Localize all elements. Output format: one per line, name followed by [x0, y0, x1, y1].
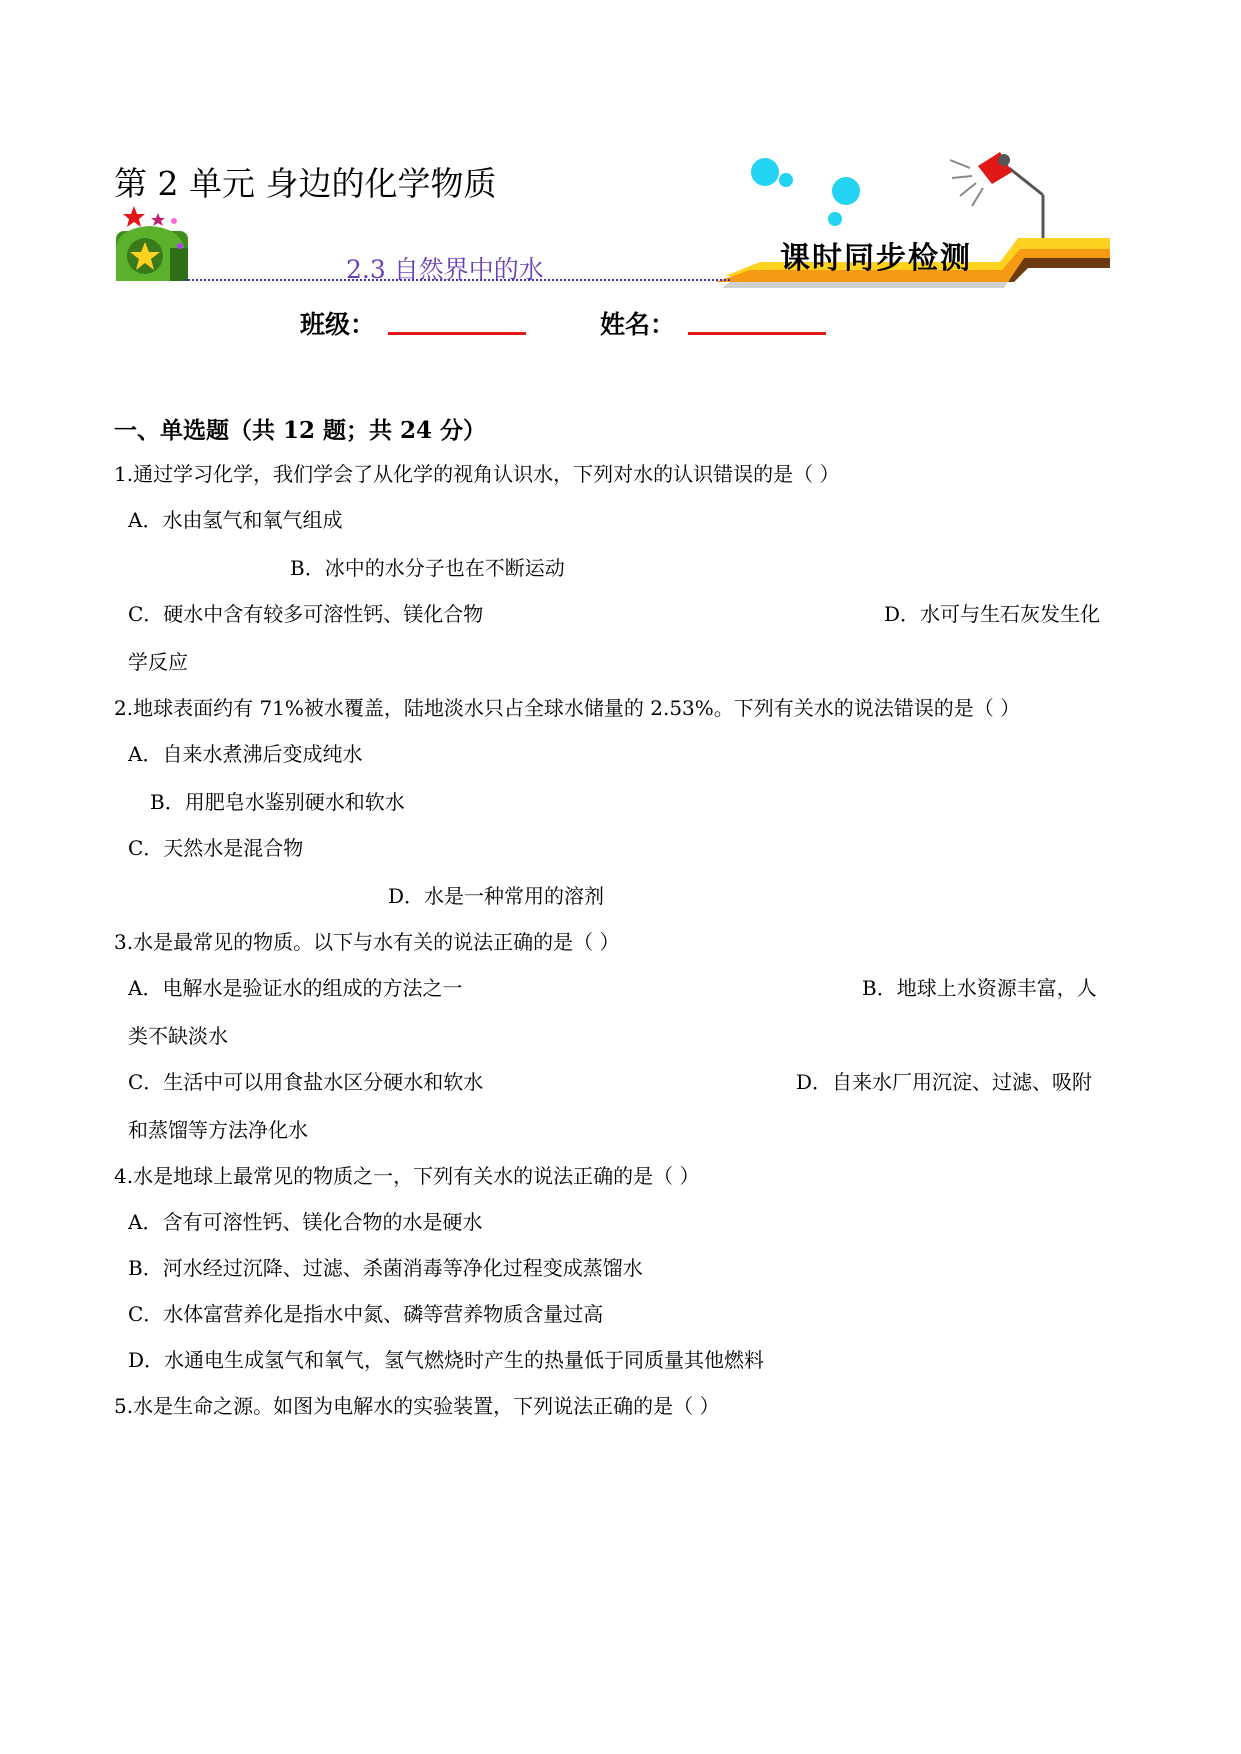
desk-lamp-icon — [950, 152, 1043, 238]
option-c: C．生活中可以用食盐水区分硬水和软水 — [128, 1070, 484, 1094]
class-blank-line — [388, 332, 526, 335]
option-d-continued: 和蒸馏等方法净化水 — [128, 1118, 308, 1142]
question-stem: 2.地球表面约有 71%被水覆盖，陆地淡水只占全球水储量的 2.53%。下列有关水的说法错误的是（ ） — [114, 696, 1021, 720]
option-d-continued: 学反应 — [128, 650, 188, 674]
name-blank-line — [688, 332, 826, 335]
option-b: B．冰中的水分子也在不断运动 — [290, 556, 565, 580]
option-d: D．水是一种常用的溶剂 — [388, 884, 605, 908]
option-b: B．河水经过沉降、过滤、杀菌消毒等净化过程变成蒸馏水 — [128, 1256, 643, 1280]
option-a: A．含有可溶性钙、镁化合物的水是硬水 — [128, 1210, 483, 1234]
star-badge-icon — [116, 206, 188, 281]
section-heading: 一、单选题（共 12 题；共 24 分） — [114, 417, 487, 444]
header-divider — [185, 279, 730, 281]
option-a: A．水由氢气和氧气组成 — [128, 508, 343, 532]
option-d: D．水通电生成氢气和氧气，氢气燃烧时产生的热量低于同质量其他燃料 — [128, 1348, 765, 1372]
question-stem: 3.水是最常见的物质。以下与水有关的说法正确的是（ ） — [114, 930, 620, 954]
lesson-title: 2.3 自然界中的水 — [346, 255, 544, 284]
option-b-continued: 类不缺淡水 — [128, 1024, 228, 1048]
question-stem: 5.水是生命之源。如图为电解水的实验装置，下列说法正确的是（ ） — [114, 1394, 720, 1418]
name-label: 姓名： — [600, 310, 676, 339]
unit-title: 第 2 单元 身边的化学物质 — [114, 164, 497, 203]
question-stem: 1.通过学习化学，我们学会了从化学的视角认识水，下列对水的认识错误的是（ ） — [114, 462, 840, 486]
option-d: D．自来水厂用沉淀、过滤、吸附 — [796, 1070, 1093, 1094]
option-a: A．电解水是验证水的组成的方法之一 — [128, 976, 463, 1000]
option-a: A．自来水煮沸后变成纯水 — [128, 742, 363, 766]
class-label: 班级： — [300, 310, 376, 339]
bubble-icon — [751, 158, 860, 226]
option-b: B．用肥皂水鉴别硬水和软水 — [150, 790, 405, 814]
option-c: C．硬水中含有较多可溶性钙、镁化合物 — [128, 602, 484, 626]
option-c: C．天然水是混合物 — [128, 836, 304, 860]
question-stem: 4.水是地球上最常见的物质之一，下列有关水的说法正确的是（ ） — [114, 1164, 700, 1188]
option-d: D．水可与生石灰发生化 — [884, 602, 1101, 626]
banner-label: 课时同步检测 — [780, 241, 972, 276]
option-c: C．水体富营养化是指水中氮、磷等营养物质含量过高 — [128, 1302, 604, 1326]
option-b: B．地球上水资源丰富，人 — [862, 976, 1097, 1000]
